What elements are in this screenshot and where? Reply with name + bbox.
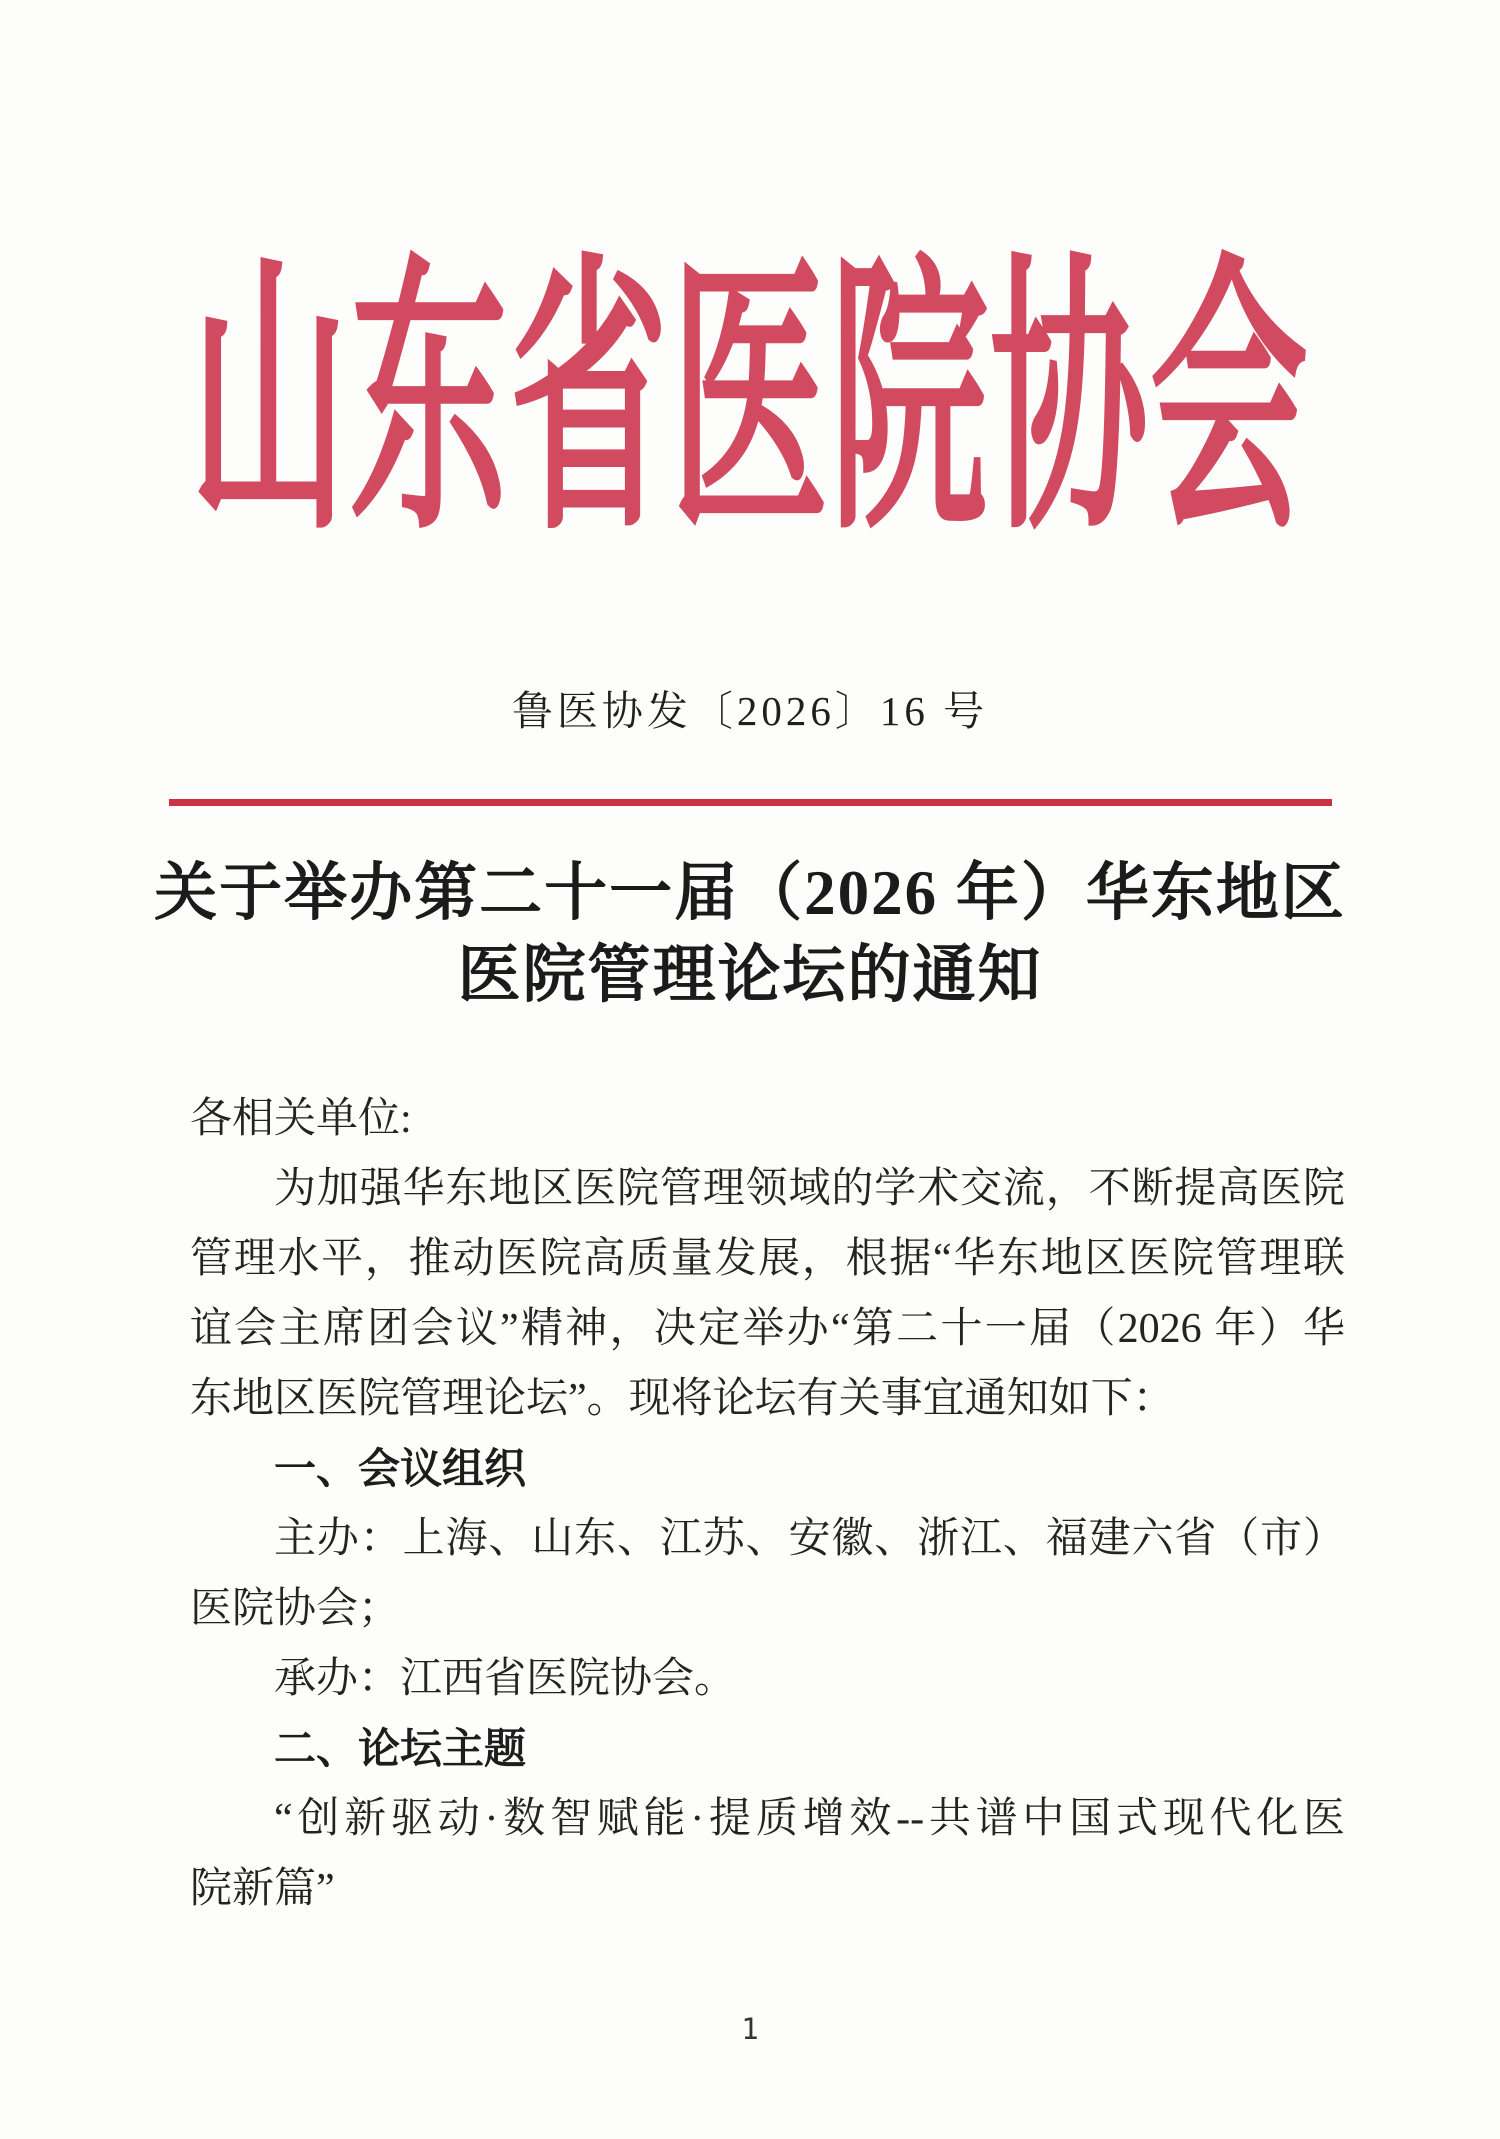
paragraph-line: 谊会主席团会议”精神，决定举办“第二十一届（2026 年）华: [190, 1306, 1345, 1352]
red-divider-rule: [169, 799, 1332, 806]
paragraph-line: 主办：上海、山东、江苏、安徽、浙江、福建六省（市）: [274, 1516, 1345, 1562]
paragraph-line: 院新篇”: [190, 1866, 335, 1912]
paragraph-line: 为加强华东地区医院管理领域的学术交流，不断提高医院: [274, 1166, 1345, 1212]
doc-title-line1: 关于举办第二十一届（2026 年）华东地区: [154, 858, 1346, 928]
page-number: 1: [741, 2012, 759, 2046]
paragraph-line: “创新驱动·数智赋能·提质增效--共谱中国式现代化医: [274, 1796, 1345, 1842]
doc-title: [0, 852, 1500, 1016]
paragraph-line: 承办：江西省医院协会。: [274, 1656, 737, 1702]
section-heading-2: 二、论坛主题: [274, 1725, 527, 1772]
doc-number: 鲁医协发〔2026〕16 号: [511, 688, 989, 734]
salutation: 各相关单位:: [190, 1096, 412, 1142]
paragraph-line: 医院协会；: [190, 1586, 401, 1632]
paragraph-line: 管理水平，推动医院高质量发展，根据“华东地区医院管理联: [190, 1236, 1345, 1282]
org-title: 山东省医院协会: [190, 241, 1310, 566]
paragraph-line: 东地区医院管理论坛”。现将论坛有关事宜通知如下：: [190, 1376, 1175, 1422]
section-heading-1: 一、会议组织: [274, 1445, 527, 1492]
body-text: [190, 1084, 1345, 1924]
doc-title-line2: 医院管理论坛的通知: [457, 940, 1043, 1010]
